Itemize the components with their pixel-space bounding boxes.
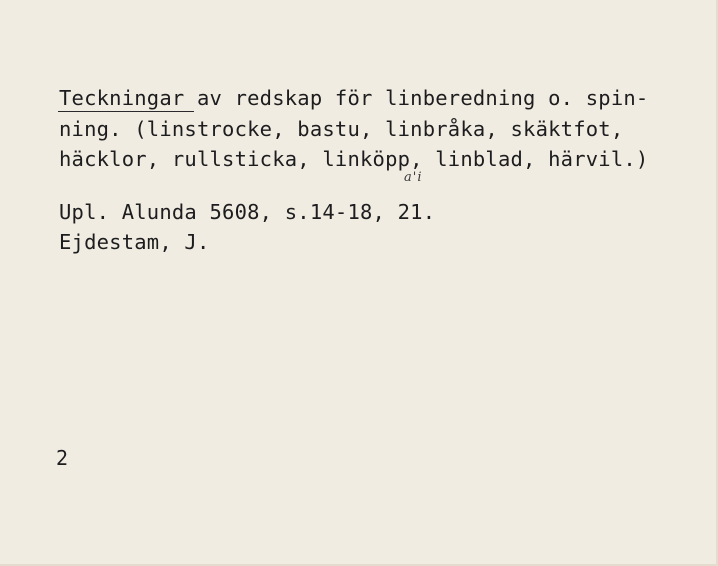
card-text-line-2: ning. (linstrocke, bastu, linbråka, skäktfot, [59,117,624,141]
card-text-line-1: Teckningar av redskap för linberedning o. spin- [59,86,649,110]
page-number: 2 [56,446,69,470]
title-underline [58,111,194,112]
handwritten-annotation: a'ⅰ [404,170,423,185]
card-text-line-4: Upl. Alunda 5608, s.14-18, 21. [59,200,436,224]
card-text-line-3: häcklor, rullsticka, linköpp, linblad, härvil.) [59,147,649,171]
card-text-line-5: Ejdestam, J. [59,230,210,254]
